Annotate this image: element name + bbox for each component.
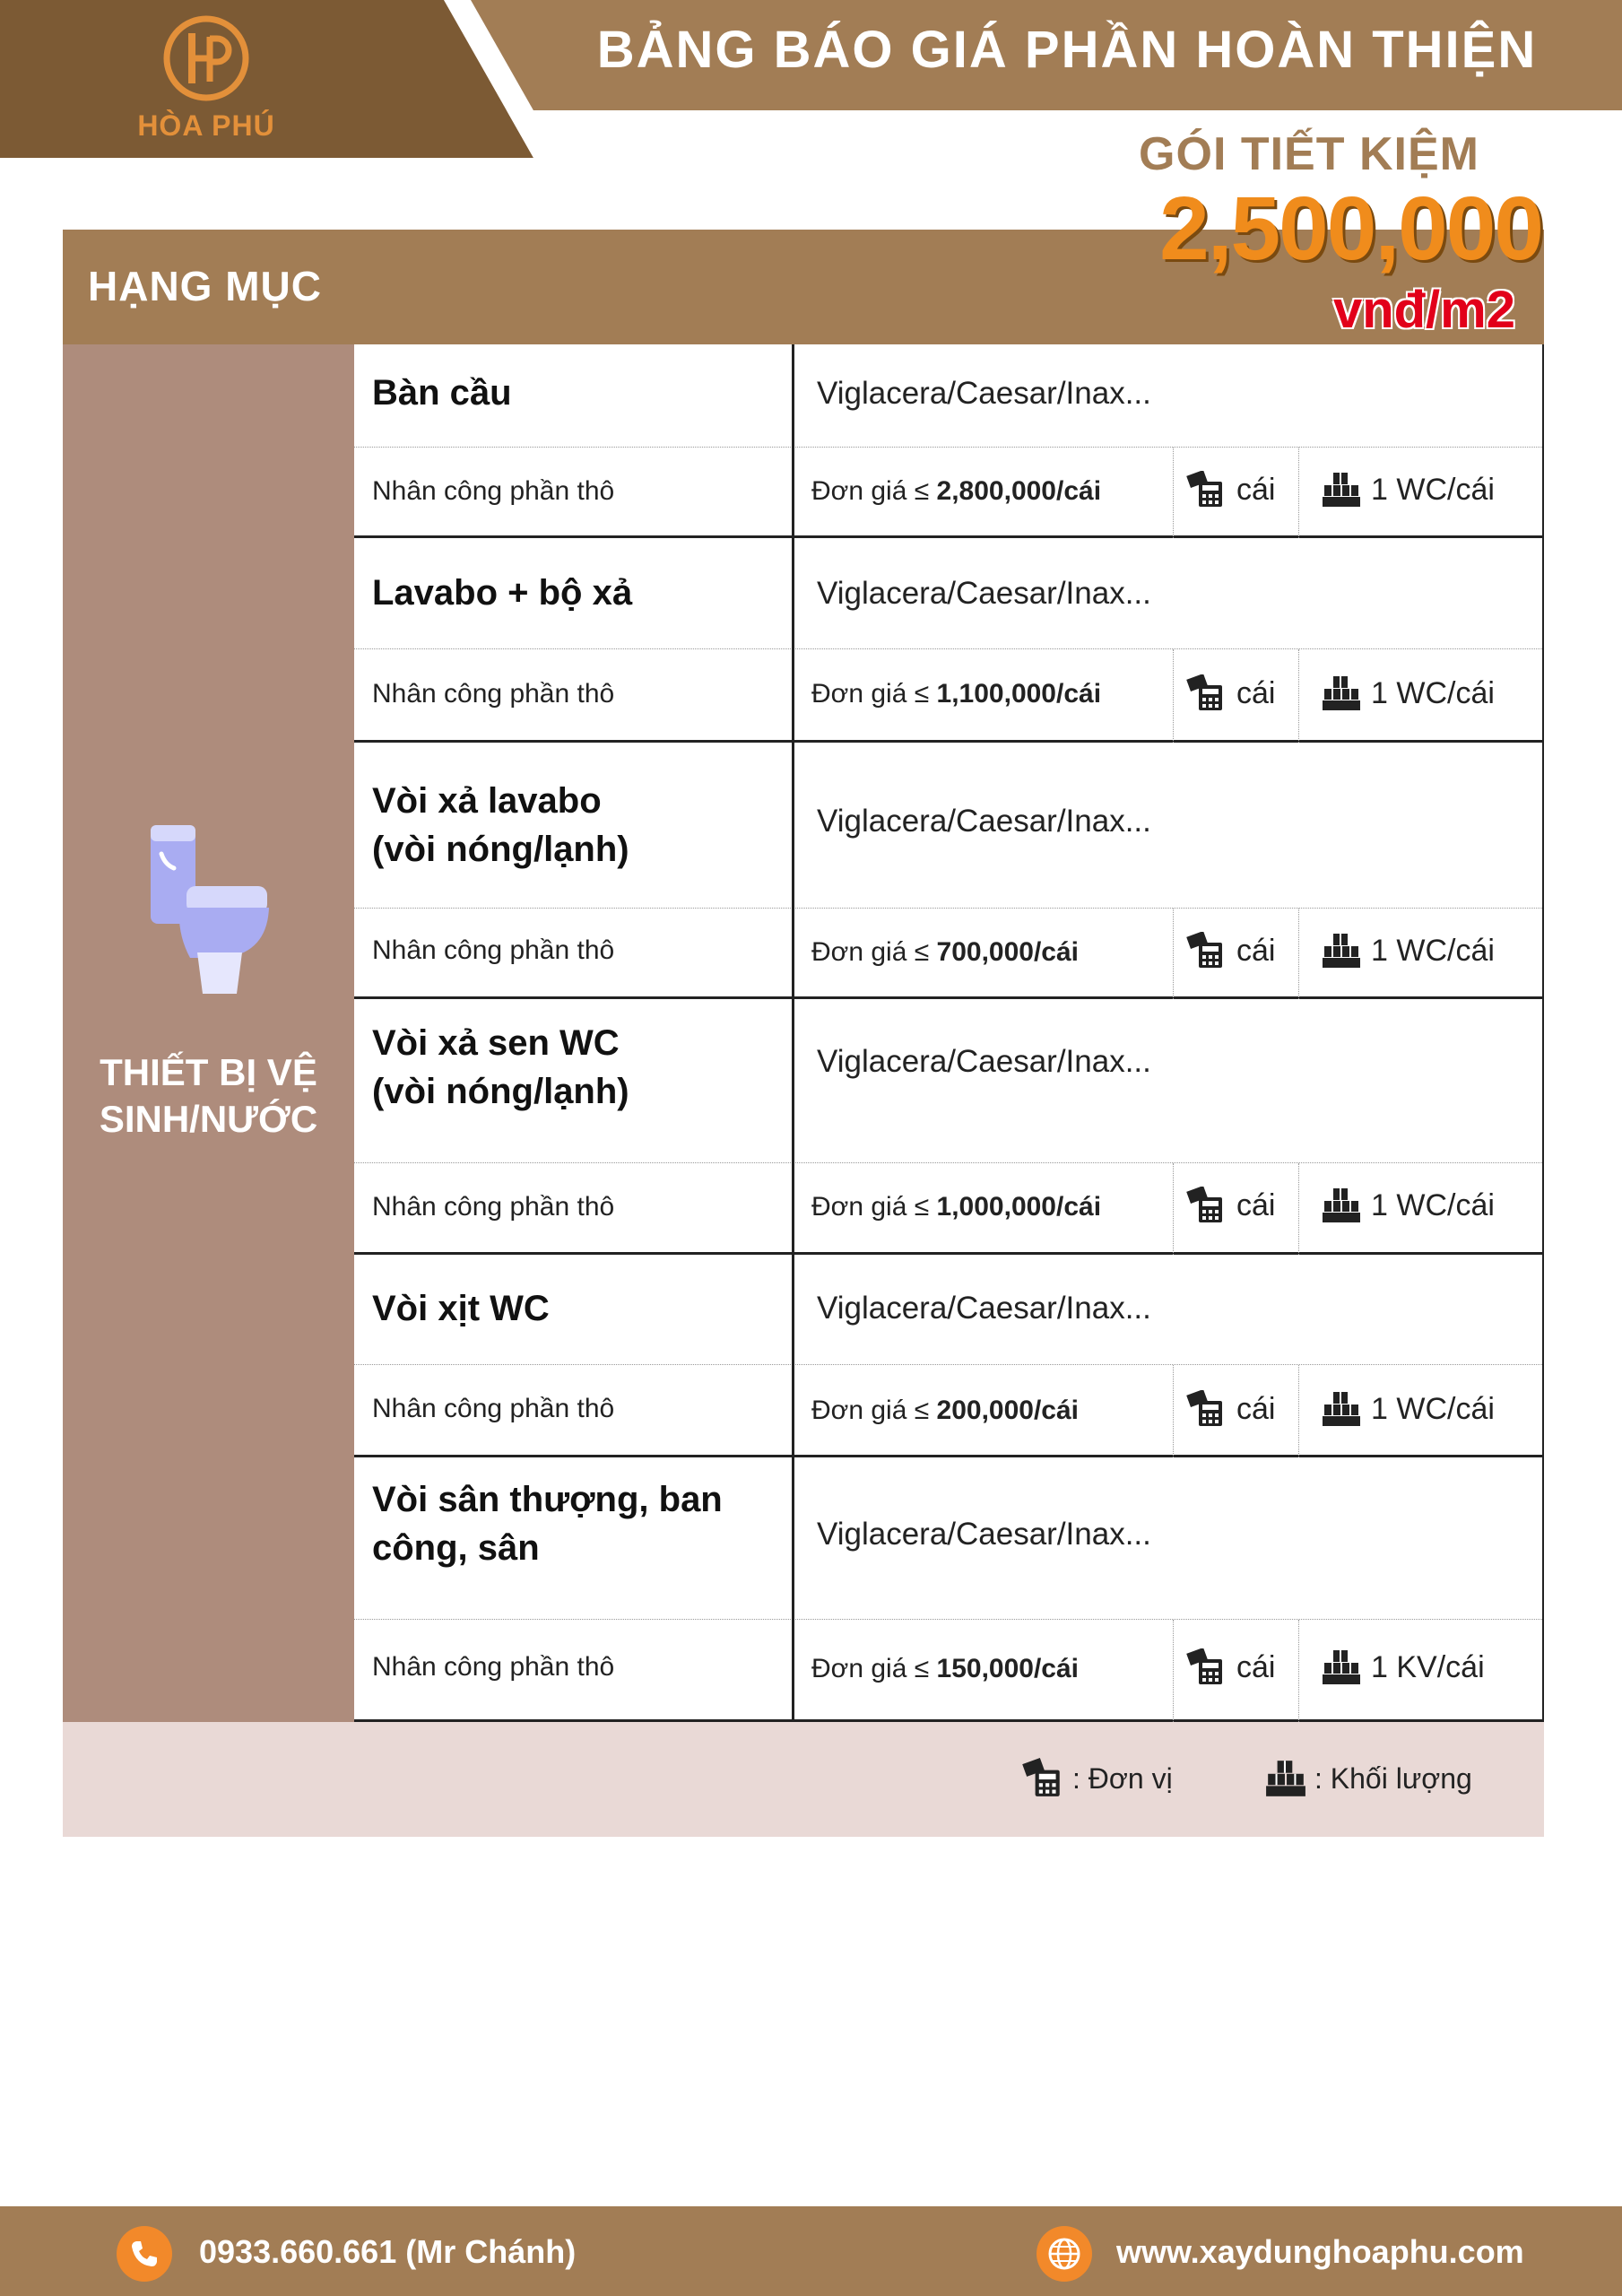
unit-cell [1186, 1187, 1275, 1224]
item-brand: Viglacera/Caesar/Inax... [817, 804, 1151, 839]
unit-price: Đơn giá ≤ 200,000/cái [811, 1396, 1080, 1425]
category-header-title: HẠNG MỤC [88, 263, 322, 309]
item-labor-row [354, 1365, 1542, 1457]
qty-value: 1 WC/cái [1371, 1187, 1495, 1222]
price-table [354, 344, 1544, 1722]
boxes-icon [1264, 1758, 1307, 1799]
calculator-icon [1186, 932, 1227, 970]
footer-website[interactable]: www.xaydunghoaphu.com [1116, 2233, 1524, 2270]
qty-cell [1321, 674, 1495, 712]
item-labor-row [354, 909, 1542, 999]
item-brand: Viglacera/Caesar/Inax... [817, 576, 1151, 611]
page-title: BẢNG BÁO GIÁ PHẦN HOÀN THIỆN [596, 21, 1538, 79]
unit-price: Đơn giá ≤ 150,000/cái [811, 1654, 1080, 1683]
item-main-row [354, 538, 1542, 649]
unit-value: cái [1236, 472, 1276, 507]
category-column [63, 344, 354, 1722]
item-name: Lavabo + bộ xả [372, 573, 633, 613]
qty-cell [1321, 1187, 1495, 1224]
unit-cell [1186, 1648, 1275, 1686]
item-labor-row [354, 448, 1542, 538]
globe-icon [1037, 2226, 1092, 2282]
calculator-icon [1186, 471, 1227, 509]
unit-cell [1186, 471, 1275, 509]
calculator-icon [1022, 1758, 1065, 1799]
boxes-icon [1321, 1390, 1362, 1428]
boxes-icon [1321, 1187, 1362, 1224]
calculator-icon [1186, 1648, 1227, 1686]
calculator-icon [1186, 1390, 1227, 1428]
calculator-icon [1186, 674, 1227, 712]
boxes-icon [1321, 471, 1362, 509]
table-row [354, 743, 1542, 999]
qty-value: 1 KV/cái [1371, 1649, 1485, 1684]
labor-label: Nhân công phần thô [372, 476, 615, 506]
unit-price: Đơn giá ≤ 700,000/cái [811, 937, 1080, 967]
qty-value: 1 WC/cái [1371, 675, 1495, 710]
item-labor-row [354, 1163, 1542, 1255]
item-name: Vòi sân thượng, ban công, sân [372, 1480, 723, 1568]
unit-value: cái [1236, 675, 1276, 710]
footer-phone[interactable]: 0933.660.661 (Mr Chánh) [199, 2233, 577, 2270]
calculator-icon [1186, 1187, 1227, 1224]
table-row [354, 344, 1542, 538]
unit-price: Đơn giá ≤ 2,800,000/cái [811, 476, 1102, 506]
legend-qty-label: : Khối lượng [1314, 1761, 1472, 1795]
legend-unit-label: : Đơn vị [1072, 1761, 1173, 1795]
labor-label: Nhân công phần thô [372, 935, 615, 965]
item-name: Vòi xả lavabo (vòi nóng/lạnh) [372, 781, 629, 869]
item-brand: Viglacera/Caesar/Inax... [817, 376, 1151, 411]
table-row [354, 1255, 1542, 1457]
price-unit: vnđ/m2 [1332, 281, 1515, 339]
qty-cell [1321, 932, 1495, 970]
unit-price: Đơn giá ≤ 1,100,000/cái [811, 679, 1102, 709]
unit-price: Đơn giá ≤ 1,000,000/cái [811, 1192, 1102, 1222]
qty-value: 1 WC/cái [1371, 472, 1495, 507]
category-label-line1: THIẾT BỊ VỆ [100, 1051, 317, 1093]
unit-value: cái [1236, 1187, 1276, 1222]
qty-value: 1 WC/cái [1371, 933, 1495, 968]
qty-cell [1321, 1648, 1485, 1686]
item-main-row [354, 344, 1542, 448]
table-row [354, 999, 1542, 1255]
item-brand: Viglacera/Caesar/Inax... [817, 1517, 1151, 1552]
legend-unit [1022, 1758, 1173, 1799]
unit-cell [1186, 674, 1275, 712]
item-name: Vòi xịt WC [372, 1289, 550, 1328]
item-main-row [354, 999, 1542, 1163]
labor-label: Nhân công phần thô [372, 1394, 615, 1423]
unit-cell [1186, 932, 1275, 970]
table-row [354, 538, 1542, 743]
package-name: GÓI TIẾT KIỆM [1139, 128, 1479, 180]
toilet-icon [134, 818, 278, 997]
phone-icon [117, 2226, 172, 2282]
qty-value: 1 WC/cái [1371, 1391, 1495, 1426]
unit-value: cái [1236, 1391, 1276, 1426]
item-main-row [354, 743, 1542, 909]
unit-cell [1186, 1390, 1275, 1428]
labor-label: Nhân công phần thô [372, 1192, 615, 1222]
footer-bar [0, 2206, 1622, 2296]
package-price: 2,500,000 [1159, 178, 1542, 279]
category-label-line2: SINH/NƯỚC [99, 1098, 318, 1140]
item-name: Vòi xả sen WC (vòi nóng/lạnh) [372, 1023, 629, 1111]
unit-value: cái [1236, 933, 1276, 968]
boxes-icon [1321, 674, 1362, 712]
item-main-row [354, 1457, 1542, 1620]
item-brand: Viglacera/Caesar/Inax... [817, 1044, 1151, 1079]
category-label [63, 1049, 354, 1143]
labor-label: Nhân công phần thô [372, 679, 615, 709]
boxes-icon [1321, 932, 1362, 970]
logo-icon [161, 13, 251, 103]
unit-value: cái [1236, 1649, 1276, 1684]
legend-bar [63, 1722, 1544, 1837]
item-main-row [354, 1255, 1542, 1365]
table-row [354, 1457, 1542, 1722]
qty-cell [1321, 1390, 1495, 1428]
labor-label: Nhân công phần thô [372, 1652, 615, 1682]
legend-qty [1264, 1758, 1472, 1799]
item-brand: Viglacera/Caesar/Inax... [817, 1291, 1151, 1326]
boxes-icon [1321, 1648, 1362, 1686]
item-labor-row [354, 1620, 1542, 1722]
qty-cell [1321, 471, 1495, 509]
logo-text: HÒA PHÚ [137, 109, 275, 142]
item-labor-row [354, 649, 1542, 743]
item-name: Bàn cầu [372, 373, 512, 413]
